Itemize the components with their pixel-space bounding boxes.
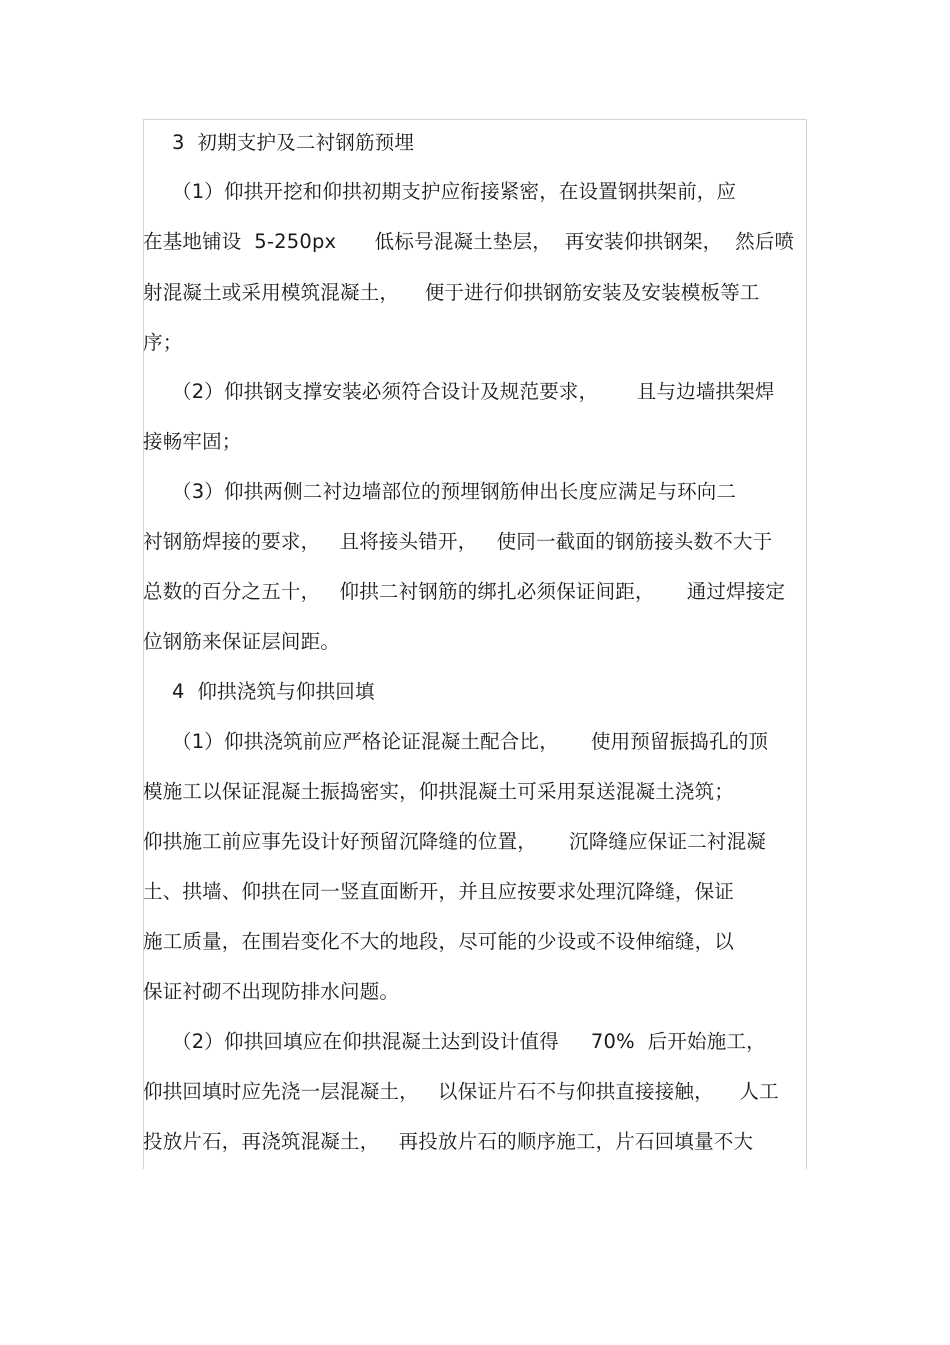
paragraph-line: （1）仰拱浇筑前应严格论证混凝土配合比， 使用预留振捣孔的顶 [172, 730, 769, 753]
paragraph-line: 射混凝土或采用模筑混凝土， 便于进行仰拱钢筋安装及安装模板等工 [143, 281, 760, 304]
paragraph-line: （3）仰拱两侧二衬边墙部位的预埋钢筋伸出长度应满足与环向二 [172, 480, 737, 503]
paragraph-line: 施工质量，在围岩变化不大的地段，尽可能的少设或不设伸缩缝，以 [143, 930, 735, 953]
paragraph-line: 位钢筋来保证层间距。 [143, 630, 341, 653]
heading-section-3: 3 初期支护及二衬钢筋预埋 [172, 131, 415, 154]
heading-section-4: 4 仰拱浇筑与仰拱回填 [172, 680, 375, 703]
paragraph-line: （2）仰拱回填应在仰拱混凝土达到设计值得 70% 后开始施工， [172, 1030, 766, 1053]
paragraph-line: 模施工以保证混凝土振捣密实，仰拱混凝土可采用泵送混凝土浇筑； [143, 780, 735, 803]
paragraph-line: 投放片石，再浇筑混凝土， 再投放片石的顺序施工，片石回填量不大 [143, 1130, 754, 1153]
paragraph-line: 土、拱墙、仰拱在同一竖直面断开，并且应按要求处理沉降缝，保证 [143, 880, 735, 903]
paragraph-line: 在基地铺设 5-250px 低标号混凝土垫层， 再安装仰拱钢架， 然后喷 [143, 230, 795, 253]
paragraph-line: （2）仰拱钢支撑安装必须符合设计及规范要求， 且与边墙拱架焊 [172, 380, 775, 403]
paragraph-line: 仰拱回填时应先浇一层混凝土， 以保证片石不与仰拱直接接触， 人工 [143, 1080, 779, 1103]
paragraph-line: 衬钢筋焊接的要求， 且将接头错开， 使同一截面的钢筋接头数不大于 [143, 530, 773, 553]
paragraph-line: 仰拱施工前应事先设计好预留沉降缝的位置， 沉降缝应保证二衬混凝 [143, 830, 766, 853]
paragraph-line: 序； [143, 331, 183, 354]
paragraph-line: （1）仰拱开挖和仰拱初期支护应衔接紧密，在设置钢拱架前，应 [172, 180, 737, 203]
paragraph-line: 接畅牢固； [143, 430, 242, 453]
paragraph-line: 保证衬砌不出现防排水问题。 [143, 980, 400, 1003]
paragraph-line: 总数的百分之五十， 仰拱二衬钢筋的绑扎必须保证间距， 通过焊接定 [143, 580, 786, 603]
